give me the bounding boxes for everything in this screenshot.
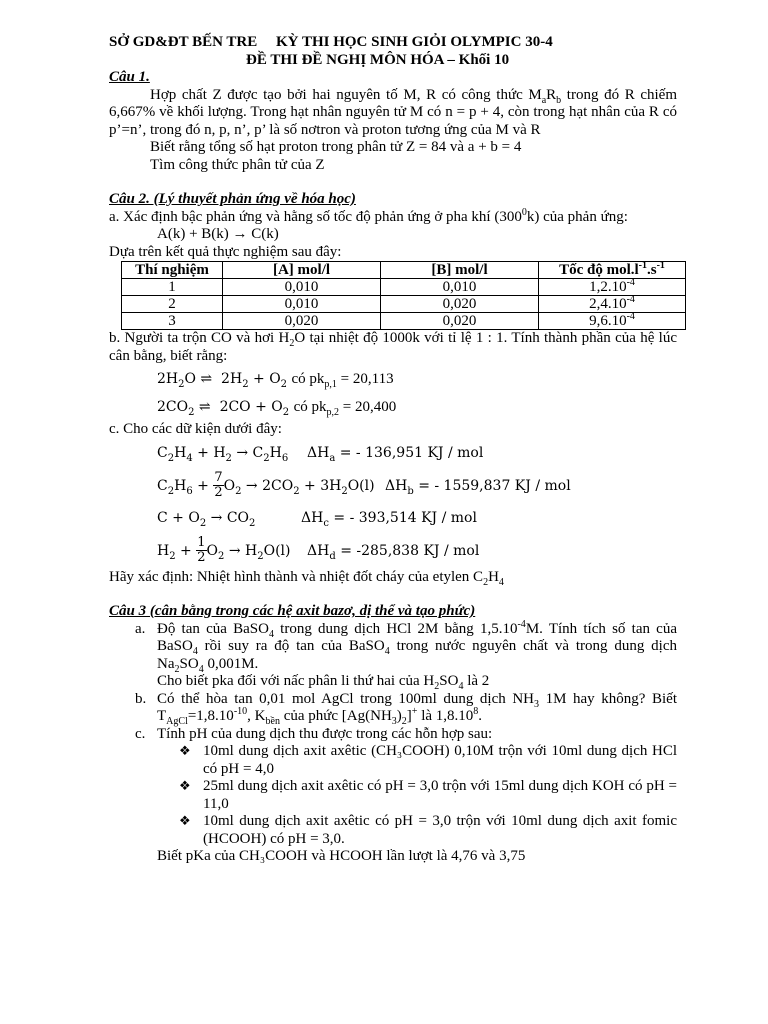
equilibrium-equation-2: $2CO_2$ ⇌ $2CO + O_2$ có $pk_{p,2} = 20,400$ (157, 399, 397, 418)
cell-a: 0,020 (223, 313, 381, 330)
diamond-bullet-icon: ❖ (179, 779, 191, 794)
exam-page (109, 34, 677, 866)
list-item: ❖ 10ml dung dịch axit axêtic (CH₃COOH) 0,10M trộn với 10ml dung dịch HCl có pH = 4,0 (179, 743, 677, 777)
column-header-a: [A] mol/l (223, 262, 381, 279)
thermo-equation-2: $C_2H_6$ + $\frac{7}{2}$ $O_2 \to 2CO_2 + 3H_2O(l)$ $\Delta H_b$ = - 1559,837 KJ / mol (157, 470, 571, 500)
cell-a: 0,010 (223, 296, 381, 313)
list-item: b. Có thể hòa tan 0,01 mol AgCl trong 100ml dung dịch $NH_3$ 1M hay không? Biết $T_{AgCl}=1,8.10^{-10}$, $K_{bền}$ của phức $[Ag(NH_3)_2]^+$ là 1,8.10$^8$. (135, 690, 677, 727)
cell-exp: 3 (122, 313, 223, 330)
column-header-experiment: Thí nghiệm (122, 262, 223, 279)
question-2-part-a: a. Xác định bậc phản ứng và hằng số tốc độ phản ứng ở pha khí $(300^0k)$ của phản ứng: (109, 206, 628, 225)
question-2-part-b: b. Người ta trộn CO và hơi $H_2O$ tại nhiệt độ 1000k với tỉ lệ 1 : 1. Tính thành phần của hệ lúc cân bằng, biết rằng: (109, 330, 677, 364)
question-1-title: Câu 1. (109, 69, 150, 85)
list-item: a. Độ tan của BaSO$_4$ trong dung dịch HCl 2M bằng $1,5.10^{-4}M$. Tính tích số tan của BaSO$_4$ rồi suy ra độ tan của BaSO$_4$ trong nước nguyên chất và trong dung dịch $Na_2SO_4$ 0,001M. Cho biết pka đối với nấc phân li thứ hai của $H_2SO_4$ là 2 (135, 618, 678, 692)
list-item: c. Tính pH của dung dịch thu được trong các hỗn hợp sau: (135, 725, 493, 742)
question-3-c-sublist (109, 743, 677, 848)
header-line-1: SỞ GD&ĐT BẾN TRE KỲ THI HỌC SINH GIỎI OLYMPIC 30-4 (109, 34, 553, 50)
cell-rate: $9,6.10^{-4}$ (539, 313, 686, 330)
equilibrium-equation-1: $2H_2O$ ⇌ $2H_2 + O_2$ có $pk_{p,1} = 20,113$ (157, 371, 394, 390)
diamond-bullet-icon: ❖ (179, 744, 191, 759)
thermo-equations (157, 439, 677, 569)
cell-b: 0,020 (381, 296, 539, 313)
question-3-a-note: Cho biết pka đối với nấc phân li thứ hai của $H_2SO_4$ là 2 (157, 673, 490, 692)
column-header-rate: Tốc độ $mol.l^{-1}.s^{-1}$ (539, 262, 686, 279)
question-1-paragraph-3: Tìm công thức phân tử của Z (150, 156, 325, 173)
header-line-2: ĐỀ THI ĐỀ NGHỊ MÔN HÓA – Khối 10 (246, 51, 510, 68)
reaction-equation: A(k) + B(k) → C(k) (157, 226, 279, 242)
question-3-final-note: Biết pKa của CH₃COOH và HCOOH lần lượt là 4,76 và 3,75 (157, 848, 526, 864)
question-1-paragraph-2: Biết rằng tổng số hạt proton trong phân tử Z = 84 và a + b = 4 (150, 139, 522, 155)
cell-a: 0,010 (223, 279, 381, 296)
table-row (122, 296, 686, 313)
table-row (122, 313, 686, 330)
cell-b: 0,010 (381, 279, 539, 296)
cell-exp: 1 (122, 279, 223, 296)
cell-b: 0,020 (381, 313, 539, 330)
list-item: ❖ 25ml dung dịch axit axêtic có pH = 3,0 trộn với 15ml dung dịch KOH có pH = 11,0 (179, 778, 677, 812)
cell-exp: 2 (122, 296, 223, 313)
column-header-b: [B] mol/l (381, 262, 539, 279)
question-3-list (109, 618, 678, 744)
table-header-row (122, 262, 686, 279)
table-row (122, 279, 686, 296)
cell-rate: $2,4.10^{-4}$ (539, 296, 686, 313)
table-intro: Dựa trên kết quả thực nghiệm sau đây: (109, 243, 342, 260)
thermo-equation-4: $H_2$ + $\frac{1}{2}$ $O_2 \to H_2O(l)$ $\Delta H_d = -285,838$ KJ / mol (157, 535, 480, 565)
list-item: ❖ 10ml dung dịch axit axêtic có pH = 3,0 trộn với 10ml dung dịch axit fomic (HCOOH) có pH = 3,0. (179, 813, 677, 847)
thermo-equation-1: $C_2H_4 + H_2 \to C_2H_6$ $\Delta H_a$ = - 136,951 KJ / mol (157, 444, 484, 464)
question-3-title: Câu 3 (cân bằng trong các hệ axit bazơ, dị thể và tạo phức) (109, 603, 476, 619)
question-2-part-c: c. Cho các dữ kiện dưới đây: (109, 421, 282, 437)
question-1-paragraph-1: Hợp chất Z được tạo bởi hai nguyên tố M, R có công thức $M_aR_b$ trong đó R chiếm 6,667% về khối lượng. Trong hạt nhân nguyên tử M có n = p + 4, còn trong hạt nhân của R có p’=n’, trong đó n, p, n’, p’ là số nơtron và proton tương ứng của M và R (109, 86, 678, 138)
cell-rate: $1,2.10^{-4}$ (539, 279, 686, 296)
question-2-title: Câu 2. (Lý thuyết phản ứng về hóa học) (109, 191, 356, 207)
thermo-equation-3: $C + O_2 \to CO_2$ $\Delta H_c$ = - 393,514 KJ / mol (157, 509, 477, 529)
diamond-bullet-icon: ❖ (179, 814, 191, 829)
experiment-table (121, 261, 686, 330)
question-2-ask: Hãy xác định: Nhiệt hình thành và nhiệt đốt cháy của etylen $C_2H_4$ (109, 568, 504, 588)
